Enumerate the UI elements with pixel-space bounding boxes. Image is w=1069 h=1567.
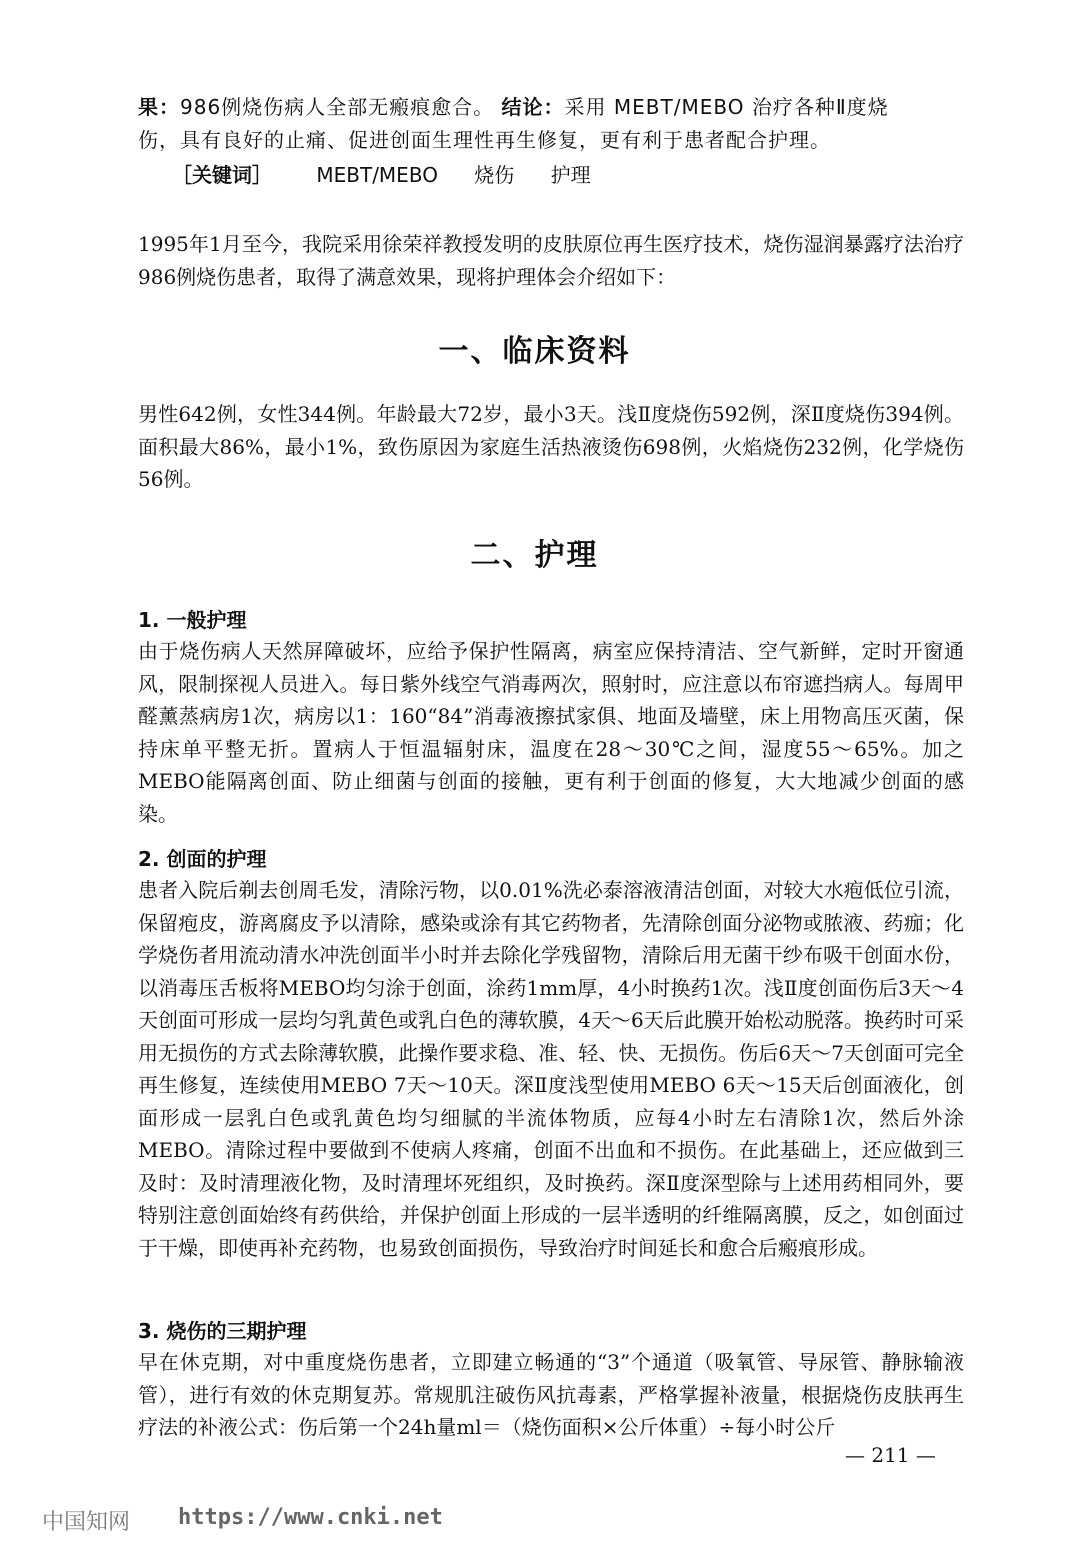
page-number: — 211 — <box>845 1443 936 1467</box>
intro-paragraph: 1995年1月至今，我院采用徐荣祥教授发明的皮肤原位再生医疗技术，烧伤湿润暴露疗法治疗986例烧伤患者，取得了满意效果，现将护理体会介绍如下： <box>138 232 964 289</box>
cnki-brand-text: 中国知网 <box>42 1510 131 1535</box>
abstract-conclusion-label: 结论： <box>501 95 565 119</box>
subheading-wound-care: 2. 创面的护理 <box>138 847 267 871</box>
abstract-result-text: 986例烧伤病人全部无瘢痕愈合。 <box>180 95 495 119</box>
abstract-line-2: 伤，具有良好的止痛、促进创面生理性再生修复，更有利于患者配合护理。 <box>138 128 831 152</box>
section-title-nursing: 二、护理 <box>470 538 599 573</box>
three-phase-care-paragraph: 早在休克期，对中重度烧伤患者，立即建立畅通的“3”个通道（吸氧管、导尿管、静脉输液管），进行有效的休克期复苏。常规肌注破伤风抗毒素，严格掌握补液量，根据烧伤皮肤再生疗法的补液公式：伤后第一个24h量ml＝（烧伤面积×公斤体重）÷每小时公斤 <box>138 1350 964 1439</box>
keyword-term: 烧伤 <box>474 163 515 187</box>
cnki-url-link[interactable]: https://www.cnki.net <box>178 1505 443 1530</box>
wound-care-paragraph: 患者入院后剃去创周毛发，清除污物，以0.01%洗必泰溶液清洁创面，对较大水疱低位引流，保留疱皮，游离腐皮予以清除，感染或涂有其它药物者，先清除创面分泌物或脓液、药痂；化学烧伤者用流动清水冲洗创面半小时并去除化学残留物，清除后用无菌干纱布吸干创面水份，以消毒压舌板将MEBO均匀涂于创面，涂药1mm厚，4小时换药1次。浅Ⅱ度创面伤后3天～4天创面可形成一层均匀乳黄色或乳白色的薄软膜，4天～6天后此膜开始松动脱落。换药时可采用无损伤的方式去除薄软膜，此操作要求稳、准、轻、快、无损伤。伤后6天～7天创面可完全再生修复，连续使用MEBO 7天～10天。深Ⅱ度浅型使用MEBO 6天～15天后创面液化，创面形成一层乳白色或乳黄色均匀细腻的半流体物质，应每4小时左右清除1次，然后外涂MEBO。清除过程中要做到不使病人疼痛，创面不出血和不损伤。在此基础上，还应做到三及时：及时清理液化物，及时清理坏死组织，及时换药。深Ⅱ度深型除与上述用药相同外，要特别注意创面始终有药供给，并保护创面上形成的一层半透明的纤维隔离膜，反之，如创面过于干燥，即使再补充药物，也易致创面损伤，导致治疗时间延长和愈合后瘢痕形成。 <box>138 878 964 1260</box>
keywords <box>172 160 621 190</box>
keyword-term: MEBT/MEBO <box>316 163 438 187</box>
general-nursing-paragraph: 由于烧伤病人天然屏障破坏，应给予保护性隔离，病室应保持清洁、空气新鲜，定时开窗通风，限制探视人员进入。每日紫外线空气消毒两次，照射时，应注意以布帘遮挡病人。每周甲醛薰蒸病房1次，病房以1：160“84”消毒液擦拭家俱、地面及墙壁，床上用物高压灭菌，保持床单平整无折。置病人于恒温辐射床，温度在28～30℃之间，湿度55～65%。加之MEBO能隔离创面、防止细菌与创面的接触，更有利于创面的修复，大大地减少创面的感染。 <box>138 639 964 826</box>
abstract-line-1 <box>138 92 938 122</box>
keywords-label: ［关键词］ <box>172 163 272 187</box>
abstract-conclusion-text: 采用 MEBT/MEBO 治疗各种Ⅱ度烧 <box>564 95 889 119</box>
subheading-three-phase-care: 3. 烧伤的三期护理 <box>138 1319 307 1343</box>
subheading-general-nursing: 1. 一般护理 <box>138 608 247 632</box>
clinical-data-paragraph: 男性642例，女性344例。年龄最大72岁，最小3天。浅Ⅱ度烧伤592例，深Ⅱ度烧伤394例。面积最大86%，最小1%，致伤原因为家庭生活热液烫伤698例，火焰烧伤232例，化学烧伤56例。 <box>138 402 964 491</box>
keyword-term: 护理 <box>550 163 591 187</box>
abstract-result-label: 果： <box>138 95 180 119</box>
section-title-clinical-data: 一、临床资料 <box>438 334 631 369</box>
